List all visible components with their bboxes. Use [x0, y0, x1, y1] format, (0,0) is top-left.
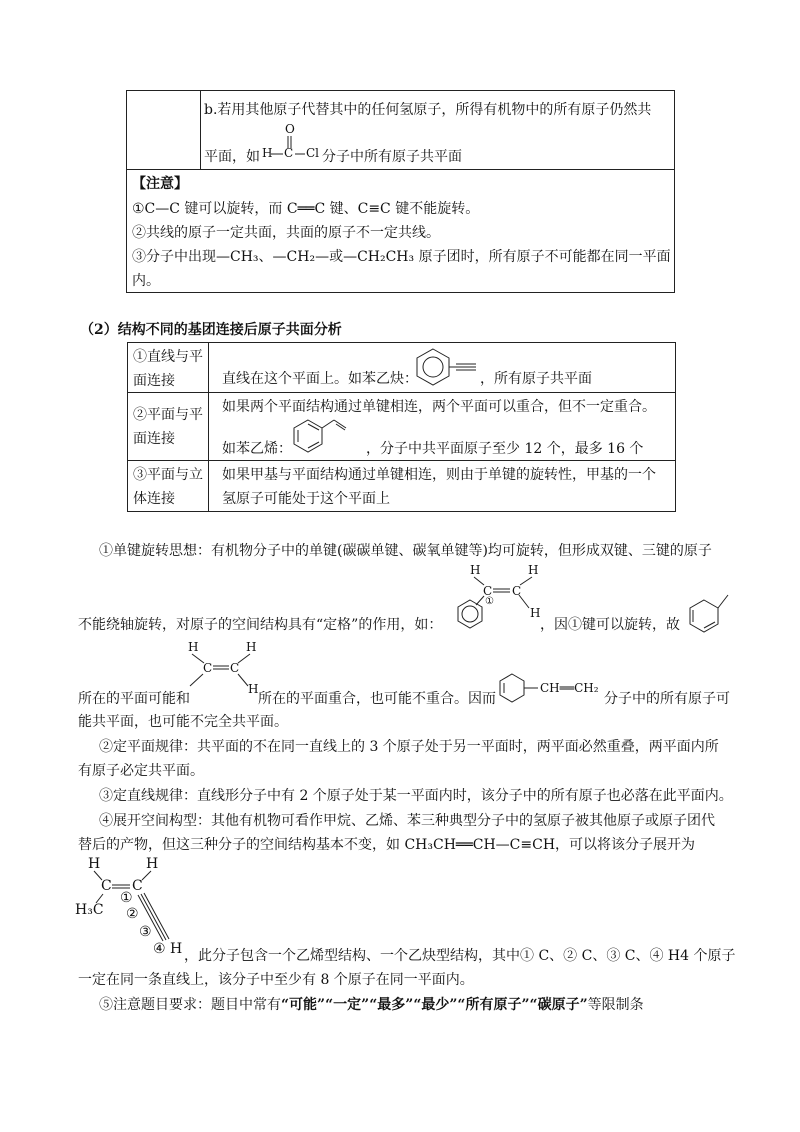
expanded-mark-2: ② — [126, 906, 139, 922]
row3-label-line1: ③平面与立 — [133, 467, 203, 483]
row2-content-pre: 如苯乙烯： — [222, 441, 292, 457]
row1-content-post: ，所有原子共平面 — [480, 371, 592, 387]
row3-content-line2: 氢原子可能处于这个平面上 — [222, 491, 390, 507]
expanded-h3c: H₃C — [75, 902, 104, 918]
ethylene-h1: H — [188, 640, 199, 654]
note-1: ①C—C 键可以旋转，而 C══C 键、C≡C 键不能旋转。 — [132, 201, 480, 217]
vinyl-group-label: CH══CH₂ — [540, 681, 599, 695]
p1-line2-b: ，因①键可以旋转，故 — [540, 617, 680, 633]
p1-line3-c: 分子中的所有原子可 — [604, 691, 730, 707]
p1-line3-b: 所在的平面重合，也可能不重合。因而 — [258, 691, 496, 707]
row2-label-line2: 面连接 — [133, 431, 175, 447]
expanded-mark-1: ① — [120, 890, 133, 906]
p5 — [99, 994, 644, 1014]
expanded-h-right: H — [146, 856, 159, 872]
note-3-line1: ③分子中出现—CH₃、—CH₂—或—CH₂CH₃ 原子团时，所有原子不可能都在同一平面 — [132, 249, 671, 265]
expanded-mark-4: ④ — [153, 941, 166, 957]
formyl-c-atom: C — [284, 146, 294, 160]
p1-line3-a: 所在的平面可能和 — [78, 691, 190, 707]
row3-label-line2: 体连接 — [133, 491, 175, 507]
row2-content-post: ，分子中共平面原子至少 12 个，最多 16 个 — [366, 441, 644, 457]
row1-label-line2: 面连接 — [133, 373, 175, 389]
expanded-h-end: H — [170, 941, 183, 957]
p4-line4: 一定在同一条直线上，该分子中至少有 8 个原子在同一平面内。 — [78, 972, 474, 988]
section-2-heading: （2）结构不同的基团连接后原子共面分析 — [80, 322, 342, 338]
row1-label-line1: ①直线与平 — [133, 349, 203, 365]
note-2: ②共线的原子一定共面，共面的原子不一定共线。 — [132, 225, 440, 241]
row2-label-line1: ②平面与平 — [133, 407, 203, 423]
p5-pre: ⑤注意题目要求：题目中常有 — [99, 997, 281, 1013]
p5-bold-terms: “可能”“一定”“最多”“最少”“所有原子”“碳原子” — [281, 997, 588, 1013]
p3: ③定直线规律：直线形分子中有 2 个原子处于某一平面内时，该分子中的所有原子也必落在此平面内。 — [99, 788, 733, 804]
row1-content-pre: 直线在这个平面上。如苯乙炔： — [222, 371, 418, 387]
p1-line4: 能共平面，也可能不完全共平面。 — [78, 714, 288, 730]
note-3-line2: 内。 — [132, 273, 160, 289]
expanded-c1: C — [101, 878, 112, 894]
vinyl-bond-mark: ① — [485, 596, 494, 607]
p5-post: 等限制条 — [587, 997, 644, 1013]
expanded-c2: C — [132, 878, 143, 894]
note-title: 【注意】 — [132, 176, 188, 192]
vinyl-h1: H — [470, 563, 481, 577]
p1-line1: ①单键旋转思想：有机物分子中的单键(碳碳单键、碳氧单键等)均可旋转，但形成双键、三键的原子 — [99, 543, 712, 559]
p1-line2-a: 不能绕轴旋转，对原子的空间结构具有“定格”的作用，如： — [78, 617, 443, 633]
row-b-line2-post: 分子中所有原子共平面 — [322, 149, 462, 165]
expanded-mark-3: ③ — [139, 924, 152, 940]
p4-line1: ④展开空间构型：其他有机物可看作甲烷、乙烯、苯三种典型分子中的氢原子被其他原子或原子团代 — [99, 813, 715, 829]
p4-line3: ，此分子包含一个乙烯型结构、一个乙炔型结构，其中① C、② C、③ C、④ H4 个原子 — [184, 948, 736, 964]
ethylene-h2: H — [246, 640, 257, 654]
ethylene-c1: C — [203, 661, 213, 675]
vinyl-h3: H — [530, 606, 541, 620]
p2-line2: 有原子必定共平面。 — [78, 763, 204, 779]
expanded-h-left: H — [88, 856, 101, 872]
formyl-o-atom: O — [285, 122, 295, 136]
row-b-line1: b.若用其他原子代替其中的任何氢原子，所得有机物中的所有原子仍然共 — [204, 102, 652, 118]
p4-line2: 替后的产物，但这三种分子的空间结构基本不变，如 CH₃CH══CH—C≡CH，可以将该分子展开为 — [78, 837, 696, 853]
row-b-line2-pre: 平面，如 — [204, 149, 260, 165]
formyl-cl-atom: Cl — [306, 146, 320, 160]
formyl-h-atom: H — [262, 146, 273, 160]
ethylene-c2: C — [230, 661, 240, 675]
row2-content-line1: 如果两个平面结构通过单键相连，两个平面可以重合，但不一定重合。 — [222, 399, 656, 415]
ethylene-h3: H — [248, 682, 259, 696]
vinyl-h2: H — [528, 563, 539, 577]
p2-line1: ②定平面规律：共平面的不在同一直线上的 3 个原子处于另一平面时，两平面必然重叠，两平面内所 — [99, 739, 719, 755]
vinyl-c1: C — [483, 584, 493, 598]
vinyl-c2: C — [512, 584, 522, 598]
row3-content-line1: 如果甲基与平面结构通过单键相连，则由于单键的旋转性，甲基的一个 — [222, 467, 656, 483]
